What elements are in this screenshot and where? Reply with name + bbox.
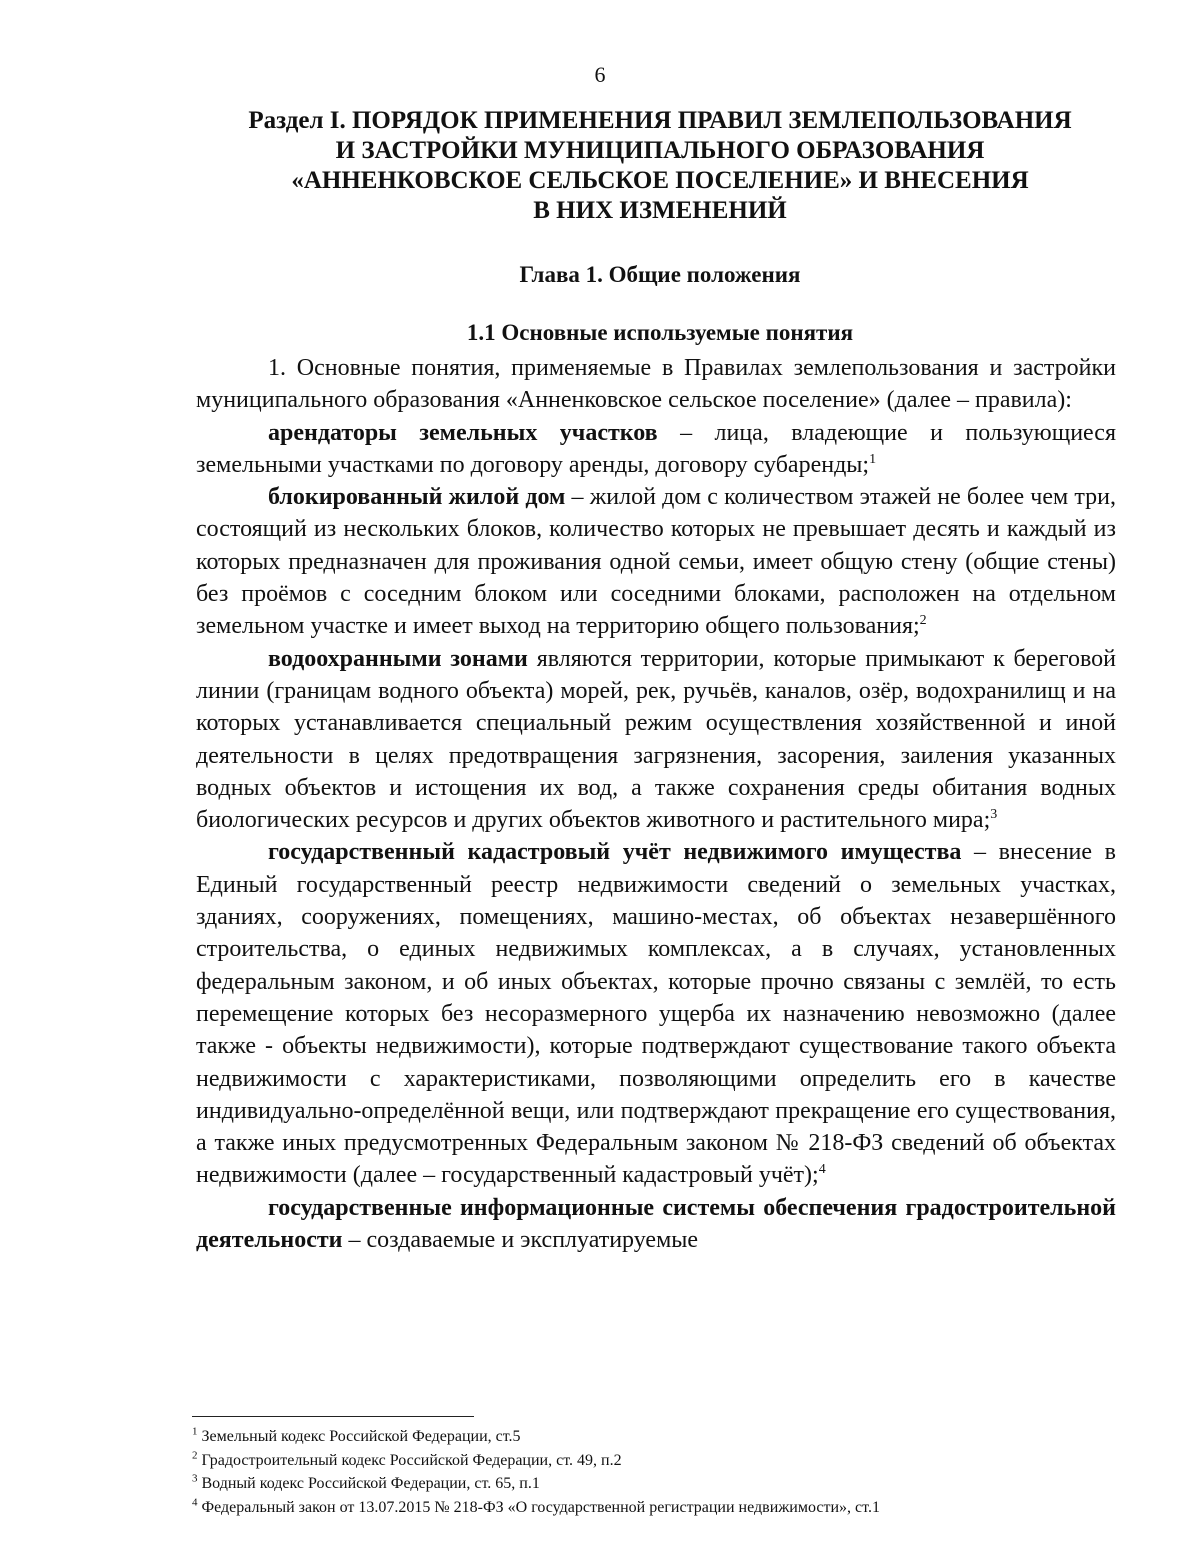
definition-term: водоохранными зонами	[268, 645, 528, 672]
definition-text: – жилой дом с количеством этажей не более чем три, состоящий из нескольких блоков, количество которых не превышает десять и каждый из которых предназначен для проживания одной семьи, имеет общую стену (общие стены) без проёмов с соседним блоком или соседними блоками, расположен на отдельном земельном участке и имеет выход на территорию общего пользования;	[196, 484, 1116, 640]
section-title	[190, 106, 1130, 226]
footnote	[192, 1496, 1132, 1520]
footnote-mark: 3	[192, 1472, 198, 1485]
definition-term: арендаторы земельных участков	[268, 419, 658, 446]
footnote-text: Земельный кодекс Российской Федерации, ст.5	[201, 1428, 521, 1445]
footnote-mark: 2	[192, 1449, 198, 1462]
definition-paragraph	[196, 836, 1116, 1191]
chapter-title: Глава 1. Общие положения	[519, 262, 801, 287]
definition-text: – создаваемые и эксплуатируемые	[342, 1227, 699, 1254]
footnotes	[192, 1425, 1132, 1519]
section-title-line: Раздел I. ПОРЯДОК ПРИМЕНЕНИЯ ПРАВИЛ ЗЕМЛЕПОЛЬЗОВАНИЯ	[248, 107, 1072, 134]
footnote-mark: 1	[192, 1425, 198, 1438]
definition-text: являются территории, которые примыкают к береговой линии (границам водного объекта) морей, рек, ручьёв, каналов, озёр, водохранилищ и на которых устанавливается специальный режим осуществления хозяйственной и иной деятельности в целях предотвращения загрязнения, засорения, заиления указанных водных объектов и истощения их вод, а также сохранения среды обитания водных биологических ресурсов и других объектов животного и растительного мира;	[196, 645, 1116, 834]
definition-paragraph	[196, 1192, 1116, 1257]
definition-term: государственный кадастровый учёт недвижимого имущества	[268, 839, 962, 866]
footnote-ref[interactable]: 3	[990, 807, 998, 823]
footnote	[192, 1425, 1132, 1449]
footnote-divider	[192, 1416, 474, 1417]
footnote-ref[interactable]: 1	[869, 451, 877, 467]
page-number: 6	[594, 62, 606, 87]
section-title-line: «АННЕНКОВСКОЕ СЕЛЬСКОЕ ПОСЕЛЕНИЕ» И ВНЕСЕНИЯ	[291, 167, 1029, 194]
subsection-title: 1.1 Основные используемые понятия	[466, 320, 854, 345]
footnote-text: Федеральный закон от 13.07.2015 № 218-ФЗ «О государственной регистрации недвижимости», ст.1	[201, 1498, 880, 1516]
definition-term: государственные информационные системы обеспечения градостроительной деятельности	[196, 1194, 1116, 1254]
definition-paragraph	[196, 643, 1116, 837]
footnote-ref[interactable]: 2	[919, 613, 927, 629]
footnote	[192, 1449, 1132, 1473]
definition-paragraph	[196, 481, 1116, 642]
body-text	[196, 352, 1116, 1256]
section-title-line: В НИХ ИЗМЕНЕНИЙ	[533, 197, 787, 224]
footnote	[192, 1472, 1132, 1496]
definition-text: – лица, владеющие и пользующиеся земельными участками по договору аренды, договору субаренды;	[196, 419, 1116, 478]
footnote-mark: 4	[192, 1496, 198, 1509]
paragraph-intro	[196, 352, 1116, 417]
section-title-line: И ЗАСТРОЙКИ МУНИЦИПАЛЬНОГО ОБРАЗОВАНИЯ	[335, 137, 985, 164]
definition-text: – внесение в Единый государственный реестр недвижимости сведений о земельных участках, зданиях, сооружениях, помещениях, машино-местах, об объектах незавершённого строительства, о единых недвижимых комплексах, а в случаях, установленных федеральным законом, и об иных объектах, которые прочно связаны с землёй, то есть перемещение которых без несоразмерного ущерба их назначению невозможно (далее также - объекты недвижимости), которые подтверждают существование такого объекта недвижимости с характеристиками, позволяющими определить его в качестве индивидуально-определённой вещи, или подтверждают прекращение его существования, а также иных предусмотренных Федеральным законом № 218-ФЗ сведений об объектах недвижимости (далее – государственный кадастровый учёт);	[196, 839, 1116, 1189]
definition-paragraph	[196, 417, 1116, 482]
paragraph-text: 1. Основные понятия, применяемые в Правилах землепользования и застройки муниципального образования «Анненковское сельское поселение» (далее – правила):	[196, 355, 1116, 414]
footnote-ref[interactable]: 4	[818, 1162, 826, 1178]
definition-term: блокированный жилой дом	[268, 484, 566, 511]
footnote-text: Градостроительный кодекс Российской Федерации, ст. 49, п.2	[201, 1451, 622, 1469]
footnote-text: Водный кодекс Российской Федерации, ст. 65, п.1	[201, 1475, 540, 1492]
